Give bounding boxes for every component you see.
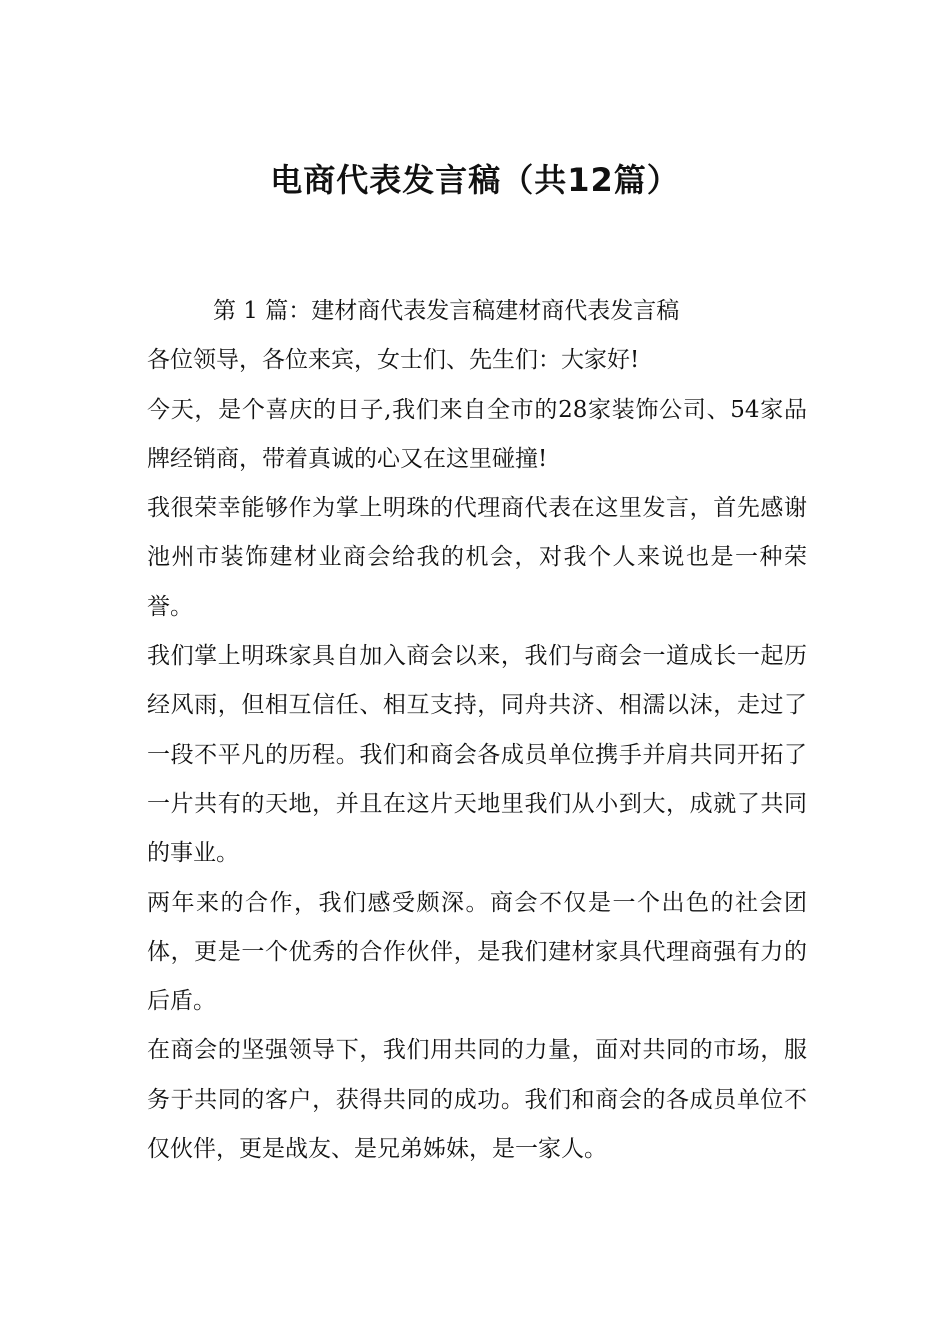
paragraph-leadership: 在商会的坚强领导下，我们用共同的力量，面对共同的市场，服务于共同的客户，获得共同的成功。我们和商会的各成员单位不仅伙伴，更是战友、是兄弟姊妹，是一家人。 (147, 1037, 807, 1163)
paragraph-today: 今天，是个喜庆的日子,我们来自全市的28家装饰公司、54家品牌经销商，带着真诚的心又在这里碰撞! (147, 396, 807, 472)
document-body (147, 287, 807, 1174)
document-title: 电商代表发言稿（共12篇） (270, 161, 680, 199)
paragraph-cooperation: 两年来的合作，我们感受颇深。商会不仅是一个出色的社会团体，更是一个优秀的合作伙伴，是我们建材家具代理商强有力的后盾。 (147, 889, 807, 1015)
section-heading: 第 1 篇：建材商代表发言稿建材商代表发言稿 (213, 298, 680, 324)
paragraph-greeting: 各位领导，各位来宾，女士们、先生们：大家好! (147, 347, 640, 374)
paragraph-honor: 我很荣幸能够作为掌上明珠的代理商代表在这里发言，首先感谢池州市装饰建材业商会给我的机会，对我个人来说也是一种荣誉。 (147, 495, 807, 620)
paragraph-growth: 我们掌上明珠家具自加入商会以来，我们与商会一道成长一起历经风雨，但相互信任、相互支持，同舟共济、相濡以沫，走过了一段不平凡的历程。我们和商会各成员单位携手并肩共同开拓了一片共有的天地，并且在这片天地里我们从小到大，成就了共同的事业。 (147, 643, 807, 867)
